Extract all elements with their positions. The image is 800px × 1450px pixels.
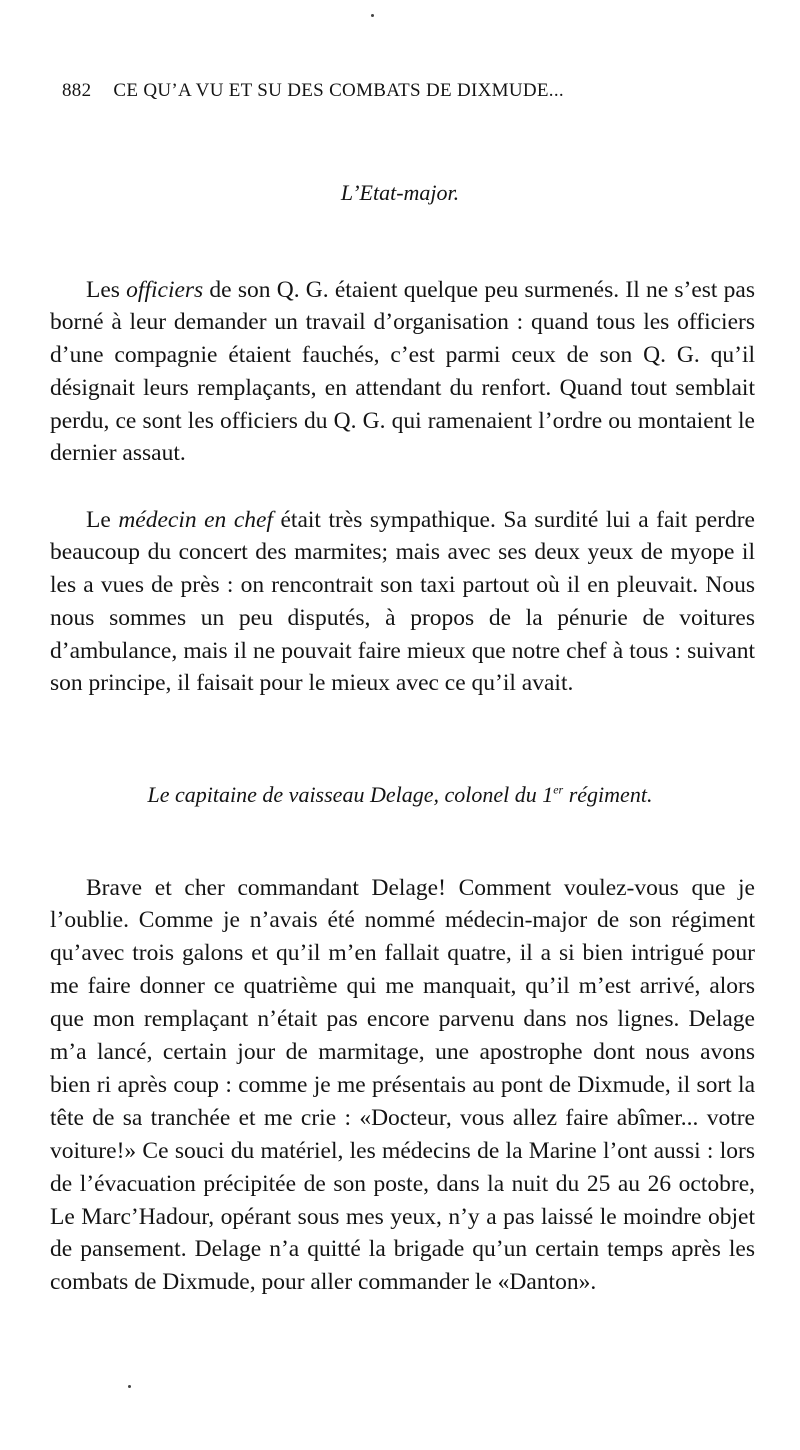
paragraph-lead: Le — [86, 506, 119, 533]
heading-text: Le capitaine de vaisseau Delage, colonel du 1 — [147, 782, 554, 807]
running-title: CE QU’A VU ET SU DES COMBATS DE DIXMUDE... — [113, 80, 564, 101]
print-speck — [128, 1385, 131, 1388]
paragraph-delage: Brave et cher commandant Delage! Comment voulez-vous que je l’oublie. Comme je n’avais été nommé médecin-major de son régiment qu’avec trois galons et qu’il m’en fallait quatre, il a si bien intrigué pour me faire donner ce quatrième qui me manquait, qu’il m’est arrivé, alors que mon remplaçant n’était pas encore parvenu dans nos lignes. Delage m’a lancé, certain jour de marmitage, une apostrophe dont nous avons bien ri après coup : comme je me présentais au pont de Dixmude, il sort la tête de sa tranchée et me crie : «Docteur, vous allez faire abîmer... votre voiture!» Ce souci du matériel, les médecins de la Marine l’ont aussi : lors de l’évacuation précipitée de son poste, dans la nuit du 25 au 26 octobre, Le Marc’Hadour, opérant sous mes yeux, n’y a pas laissé le moindre objet de pansement. Delage n’a quitté la brigade qu’un certain temps après les combats de Dixmude, pour aller commander le «Danton». — [50, 874, 755, 1296]
heading-text-end: régiment. — [563, 782, 653, 807]
paragraph-text: était très sympathique. Sa surdité lui a fait perdre beaucoup du concert des marmites; mais avec ses deux yeux de myope il les a vues de près : on rencontrait son taxi partout où il en pleuvait. Nous nous sommes un peu disputés, à propos de la pénurie de voitures d’ambulance, mais il ne pouvait faire mieux que notre chef à tous : suivant son principe, il faisait pour le mieux avec ce qu’il avait. — [50, 506, 755, 697]
paragraph-lead: Les — [86, 276, 127, 303]
running-head — [62, 80, 742, 102]
heading-superscript: er — [553, 782, 564, 797]
emphasis-medecin-en-chef: médecin en chef — [118, 506, 273, 533]
section-heading-etat-major: L’Etat-major. — [340, 180, 460, 205]
section-heading-delage — [40, 782, 760, 808]
emphasis-officiers: officiers — [126, 276, 204, 303]
paragraph-medecin — [50, 504, 755, 701]
print-speck — [371, 14, 374, 17]
paragraph-text: de son Q. G. étaient quelque peu surmenés. Il ne s’est pas borné à leur demander un travail d’organisation : quand tous les officiers d’une compagnie étaient fauchés, c’est parmi ceux de son Q. G. qu’il désignait leurs remplaçants, en attendant du renfort. Quand tout semblait perdu, ce sont les officiers du Q. G. qui ramenaient l’ordre ou montaient le dernier assaut. — [50, 276, 755, 467]
paragraph-officiers — [50, 274, 755, 471]
page-number: 882 — [62, 80, 92, 101]
